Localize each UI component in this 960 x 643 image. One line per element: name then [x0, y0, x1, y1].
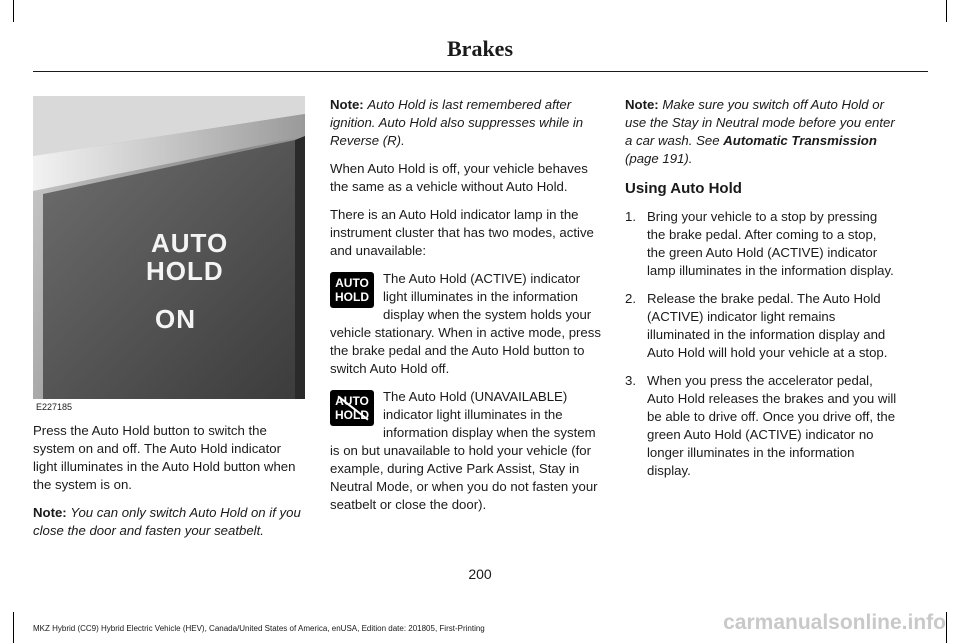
crop-mark [946, 0, 947, 22]
paragraph: The Auto Hold (ACTIVE) indicator light illuminates in the information display when the system holds your vehicle stationary. When in active mode, press the brake pedal and the Auto Hold button to switch Auto Hold off. [330, 271, 601, 376]
button-label-on: ON [155, 304, 196, 334]
lamp-label-hold: HOLD [335, 290, 369, 304]
note-label: Note: [330, 97, 364, 112]
lamp-label-auto: AUTO [335, 394, 369, 408]
active-indicator-block [330, 270, 602, 378]
list-item [625, 372, 897, 480]
paragraph: The Auto Hold (UNAVAILABLE) indicator light illuminates in the information display when the system is on but unavailable to hold your vehicle (for example, during Active Park Assist, Stay in Neutral Mode, or when you do not fasten your seatbelt or close the door). [330, 389, 598, 512]
note-text: Auto Hold is last remembered after ignition. Auto Hold also suppresses while in Reverse (R). [330, 97, 584, 148]
step-number: 3. [625, 373, 636, 388]
watermark: carmanualsonline.info [723, 611, 946, 634]
column-2 [330, 96, 602, 514]
header-divider [33, 71, 928, 72]
list-item [625, 208, 897, 280]
step-number: 2. [625, 291, 636, 306]
button-label-auto: AUTO [151, 228, 229, 258]
auto-hold-button-figure [33, 96, 305, 399]
lamp-label-hold: HOLD [335, 408, 369, 422]
note-text: You can only switch Auto Hold on if you close the door and fasten your seatbelt. [33, 505, 301, 538]
note-paragraph [625, 96, 897, 168]
step-text: Bring your vehicle to a stop by pressing the brake pedal. After coming to a stop, the green Auto Hold (ACTIVE) indicator lamp illuminates in the information display. [647, 209, 894, 278]
paragraph: There is an Auto Hold indicator lamp in the instrument cluster that has two modes, active and unavailable: [330, 207, 594, 258]
note-label: Note: [625, 97, 659, 112]
figure-caption: E227185 [36, 402, 73, 412]
steps-list [625, 208, 897, 480]
page-number: 200 [468, 566, 492, 582]
section-heading: Using Auto Hold [625, 180, 742, 197]
page-title: Brakes [447, 36, 513, 61]
note-text: Make sure you switch off Auto Hold or use the Stay in Neutral mode before you enter a car wash. [625, 97, 895, 148]
unavailable-indicator-block [330, 388, 602, 514]
column-1 [33, 422, 308, 550]
reference-page: (page 191). [625, 151, 693, 166]
cross-reference-link[interactable]: Automatic Transmission [723, 133, 877, 148]
see-label: See [696, 133, 720, 148]
note-paragraph [330, 96, 602, 150]
paragraph: When Auto Hold is off, your vehicle behaves the same as a vehicle without Auto Hold. [330, 161, 588, 194]
auto-hold-unavailable-icon [330, 390, 374, 426]
lamp-label-auto: AUTO [335, 276, 369, 290]
footer-text: MKZ Hybrid (CC9) Hybrid Electric Vehicle (HEV), Canada/United States of America, enUSA, Edition date: 201805, First-Printing [33, 624, 485, 633]
step-text: When you press the accelerator pedal, Auto Hold releases the brakes and you will be able to drive off. Once you drive off, the green Auto Hold (ACTIVE) indicator no longer illuminates in the information display. [647, 373, 897, 478]
auto-hold-active-icon [330, 272, 374, 308]
column-3 [625, 96, 897, 490]
crop-mark [13, 0, 14, 22]
crop-mark [946, 612, 947, 643]
button-label-hold: HOLD [146, 256, 224, 286]
list-item [625, 290, 897, 362]
note-label: Note: [33, 505, 67, 520]
note-paragraph [33, 504, 308, 540]
intro-paragraph: Press the Auto Hold button to switch the system on and off. The Auto Hold indicator light illuminates in the Auto Hold button when the system is on. [33, 423, 296, 492]
step-text: Release the brake pedal. The Auto Hold (ACTIVE) indicator light remains illuminated in the information display and Auto Hold will hold your vehicle at a stop. [647, 291, 888, 360]
crop-mark [13, 612, 14, 643]
step-number: 1. [625, 209, 636, 224]
